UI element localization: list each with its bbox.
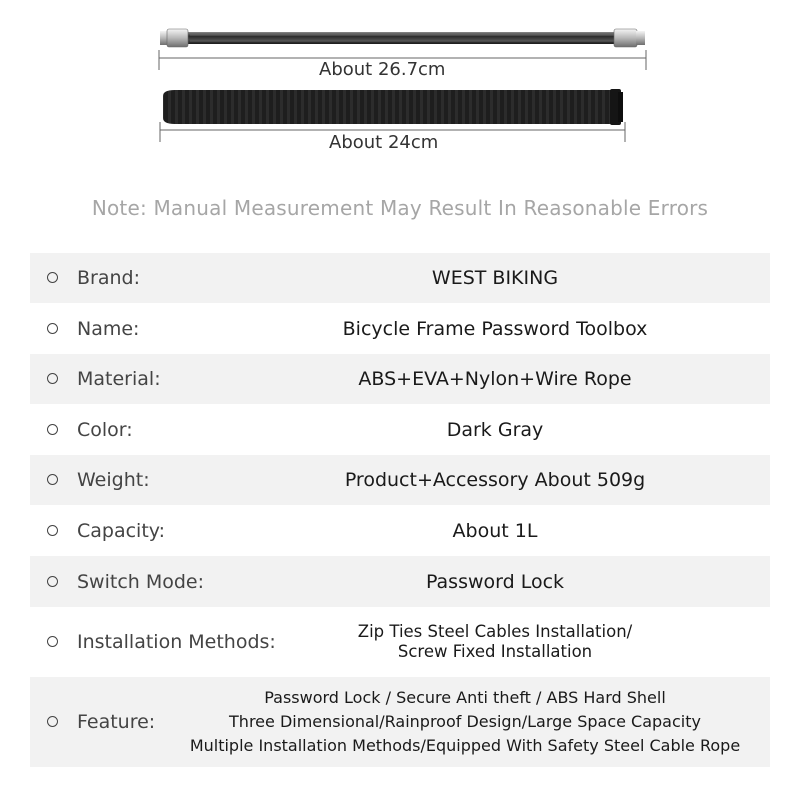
spec-value-line: Zip Ties Steel Cables Installation/ <box>357 622 633 641</box>
spec-label: Name: <box>77 317 140 340</box>
spec-value-line: Password Lock / Secure Anti theft / ABS Hard Shell <box>264 688 666 707</box>
spec-row-feature <box>30 677 770 767</box>
spec-value-line: ABS+EVA+Nylon+Wire Rope <box>358 368 632 390</box>
spec-label: Brand: <box>77 267 140 289</box>
spec-row-brand <box>30 253 770 303</box>
spec-value <box>230 571 760 593</box>
spec-row-color <box>30 404 770 455</box>
product-illustration <box>0 0 800 180</box>
strap-length-label: About 24cm <box>325 132 442 153</box>
spec-value <box>230 469 760 491</box>
spec-value-line: Screw Fixed Installation <box>397 642 593 661</box>
spec-value <box>230 622 760 662</box>
bullet-icon <box>47 323 58 334</box>
spec-value-line: Product+Accessory About 509g <box>344 469 646 491</box>
spec-value-line: Bicycle Frame Password Toolbox <box>342 317 648 340</box>
spec-row-capacity <box>30 505 770 556</box>
spec-value-line: WEST BIKING <box>431 267 559 289</box>
spec-value-line: About 1L <box>452 519 538 542</box>
bullet-icon <box>47 424 58 435</box>
velcro-strap <box>163 89 623 125</box>
bullet-icon <box>47 474 58 485</box>
spec-row-installation-methods <box>30 607 770 677</box>
spec-value <box>230 318 760 340</box>
bullet-icon <box>47 716 58 727</box>
spec-label: Weight: <box>77 469 150 491</box>
spec-label: Capacity: <box>77 519 166 542</box>
spec-value-line: Dark Gray <box>446 418 544 441</box>
cable-length-label: About 26.7cm <box>315 59 449 80</box>
spec-table <box>30 253 770 767</box>
spec-label: Switch Mode: <box>77 570 205 593</box>
bullet-icon <box>47 373 58 384</box>
spec-row-material <box>30 354 770 404</box>
spec-value-line: Multiple Installation Methods/Equipped With Safety Steel Cable Rope <box>189 736 741 755</box>
spec-value-line: Password Lock <box>425 570 565 593</box>
spec-label: Feature: <box>77 711 156 733</box>
spec-value <box>230 267 760 289</box>
spec-row-weight <box>30 455 770 505</box>
spec-value <box>230 368 760 390</box>
spec-value <box>160 686 770 758</box>
measurement-note: Note: Manual Measurement May Result In Reasonable Errors <box>91 196 709 220</box>
spec-label: Color: <box>77 418 133 441</box>
bullet-icon <box>47 525 58 536</box>
spec-value-line: Three Dimensional/Rainproof Design/Large Space Capacity <box>229 712 701 731</box>
spec-label: Material: <box>77 368 161 390</box>
bullet-icon <box>47 272 58 283</box>
spec-row-switch-mode <box>30 556 770 607</box>
bullet-icon <box>47 576 58 587</box>
spec-row-name <box>30 303 770 354</box>
spec-label: Installation Methods: <box>77 631 276 653</box>
spec-value <box>230 520 760 542</box>
accessories-drawing <box>0 0 800 180</box>
spec-value <box>230 419 760 441</box>
steel-cable <box>160 29 645 47</box>
bullet-icon <box>47 636 58 647</box>
